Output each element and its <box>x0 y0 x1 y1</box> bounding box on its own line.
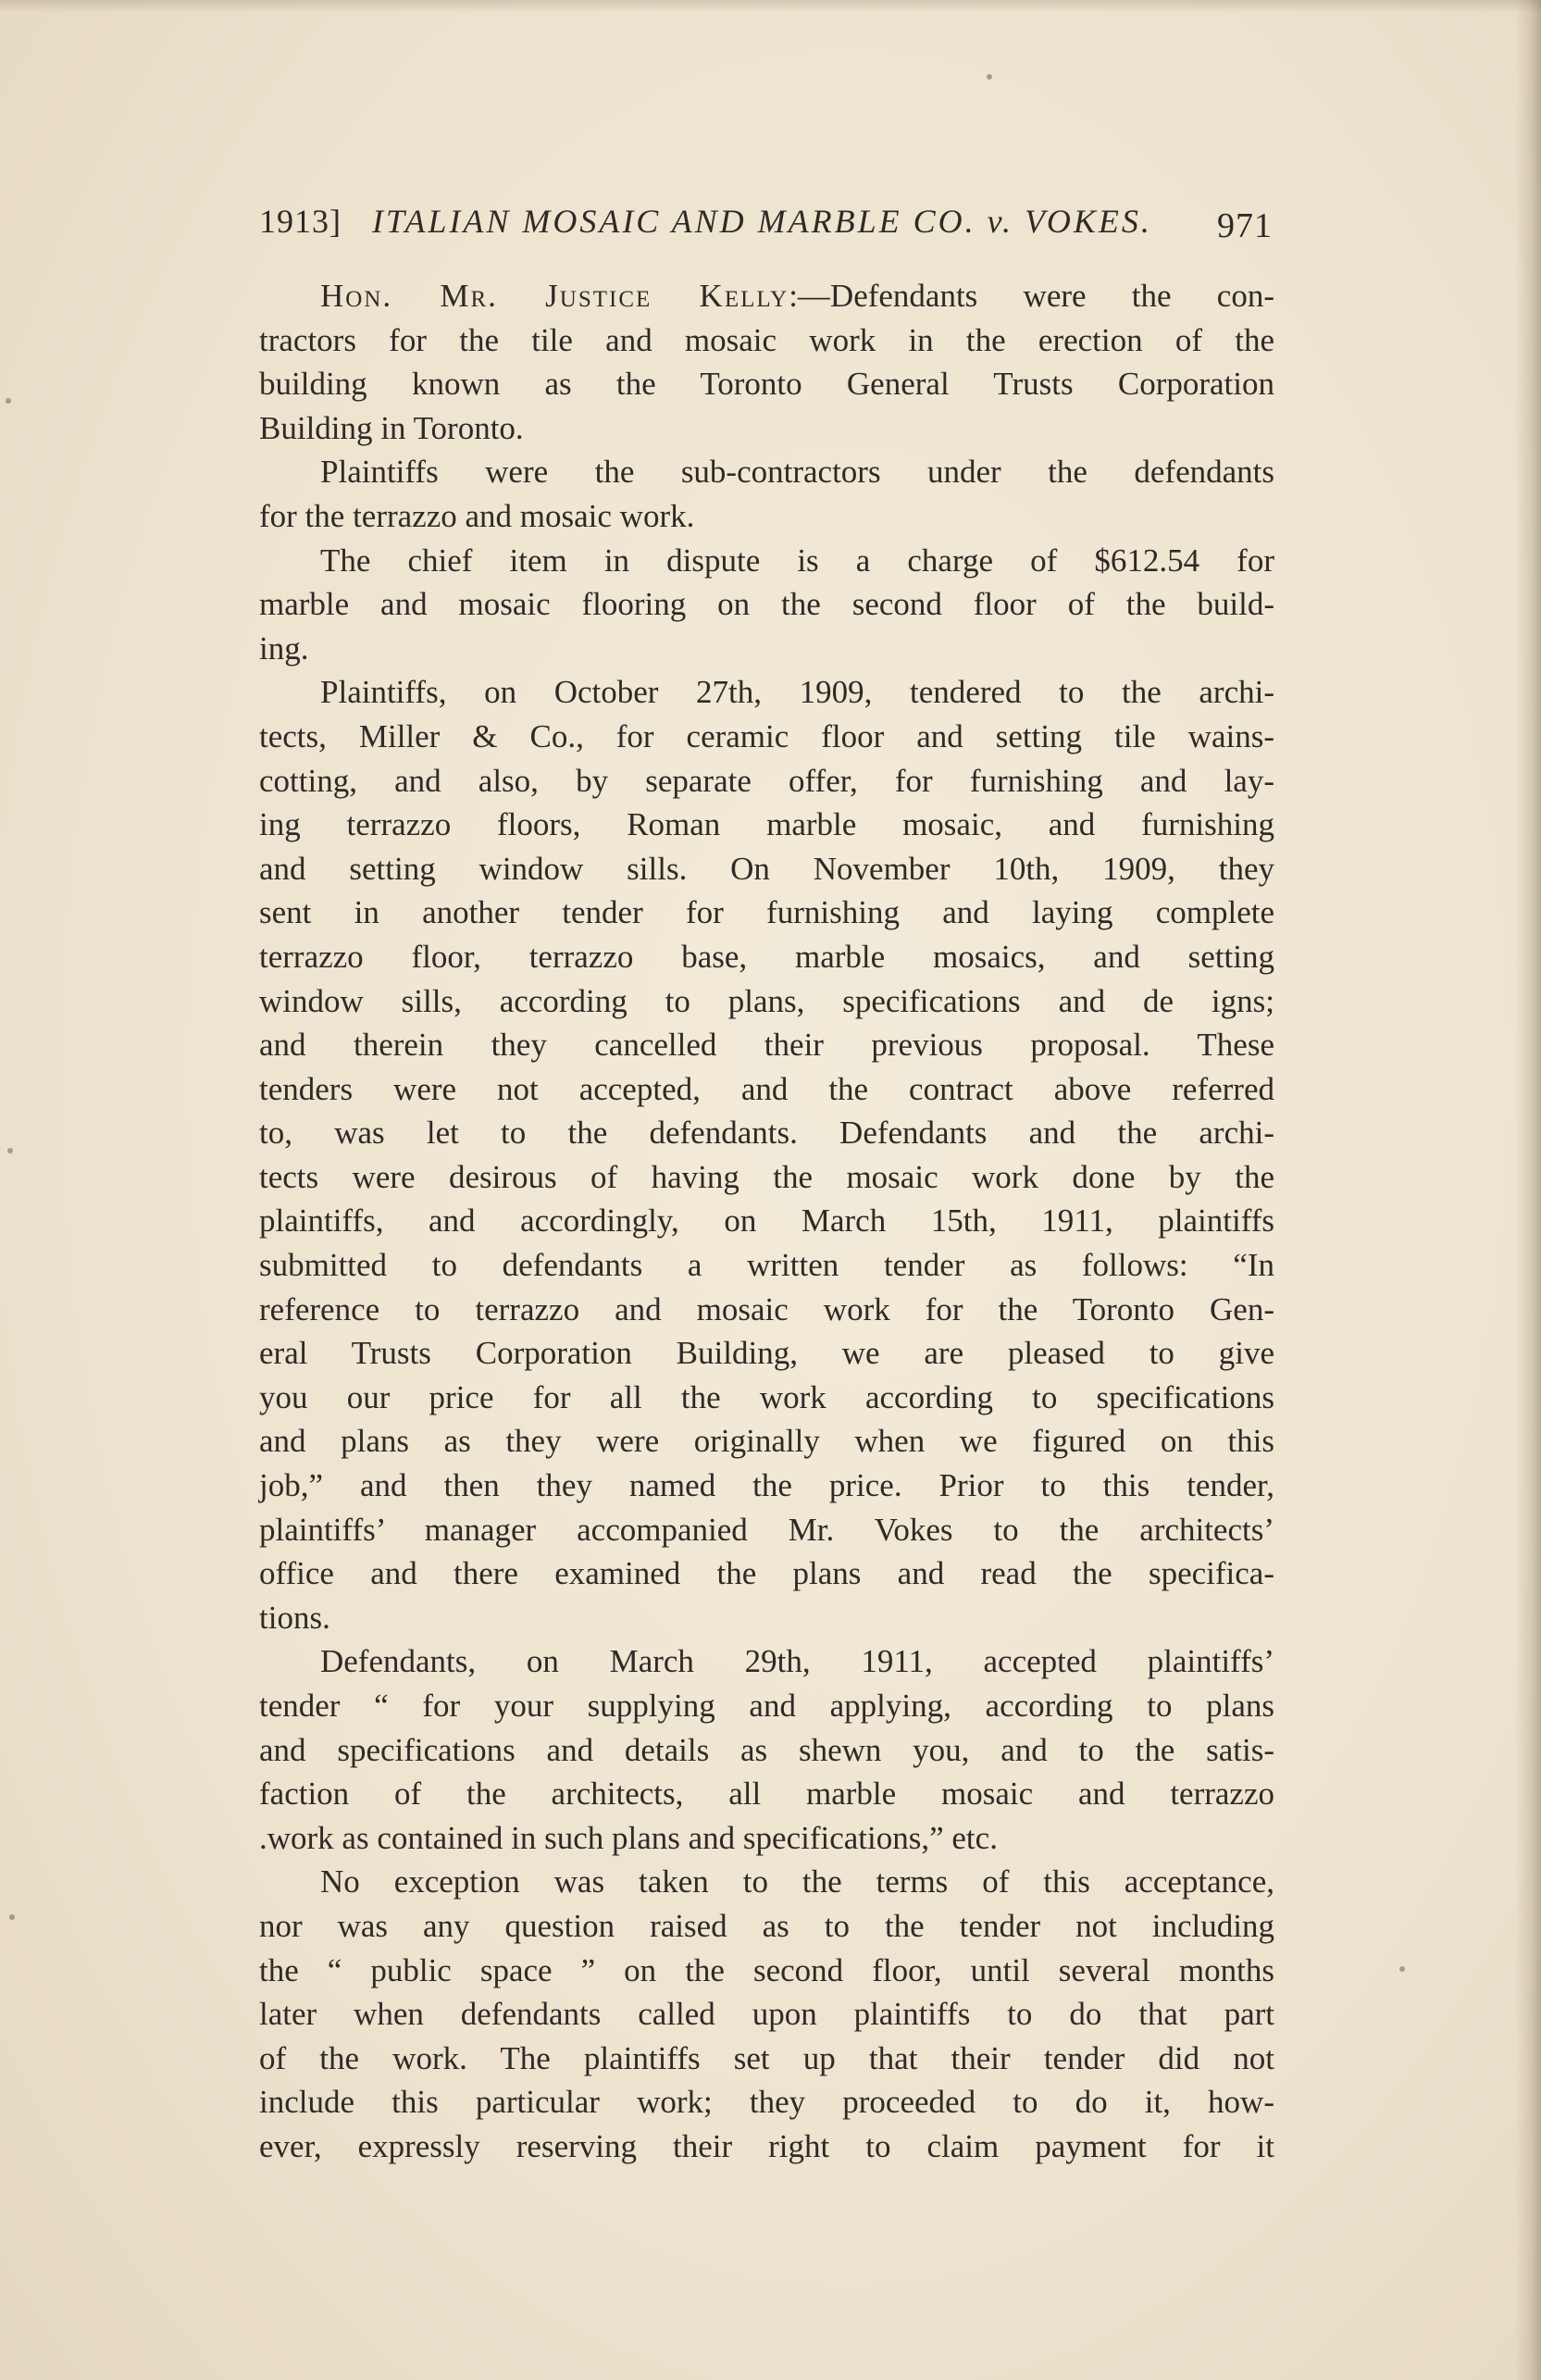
running-head-year: 1913] <box>259 203 342 240</box>
text-line: plaintiffs’ manager accompanied Mr. Vokes to the architects’ <box>259 1511 1274 1548</box>
text-line: tects, Miller & Co., for ceramic floor and setting tile wains- <box>259 717 1274 754</box>
text-line: Defendants, on March 29th, 1911, accepted plaintiffs’ <box>320 1643 1274 1680</box>
paragraph <box>259 274 1274 450</box>
text-line: ever, expressly reserving their right to claim payment for it <box>259 2127 1274 2164</box>
running-head <box>259 196 1277 252</box>
text-line: and specifications and details as shewn you, and to the satis- <box>259 1731 1274 1768</box>
text-line: Plaintiffs, on October 27th, 1909, tendered to the archi- <box>320 674 1274 711</box>
text-line: the “ public space ” on the second floor, until several months <box>259 1951 1274 1988</box>
text-line: terrazzo floor, terrazzo base, marble mosaics, and setting <box>259 938 1274 975</box>
text-line: ing terrazzo floors, Roman marble mosaic, and furnishing <box>259 806 1274 843</box>
text-line: job,” and then they named the price. Prior to this tender, <box>259 1467 1274 1504</box>
body-text <box>259 274 1274 2169</box>
text-line: building known as the Toronto General Trusts Corporation <box>259 366 1274 403</box>
text-line: to, was let to the defendants. Defendants and the archi- <box>259 1115 1274 1152</box>
text-line: reference to terrazzo and mosaic work for the Toronto Gen- <box>259 1290 1274 1327</box>
page-gutter-shadow <box>1515 0 1541 2380</box>
running-head-title: ITALIAN MOSAIC AND MARBLE CO. v. VOKES. <box>372 203 1152 240</box>
text-line: of the work. The plaintiffs set up that their tender did not <box>259 2039 1274 2076</box>
text-line: cotting, and also, by separate offer, for furnishing and lay- <box>259 762 1274 799</box>
paragraph <box>259 1860 1274 2168</box>
paragraph <box>259 539 1274 671</box>
text-line: Plaintiffs were the sub-contractors under the defendants <box>320 454 1274 491</box>
text-segment: :—Defendants were the con- <box>789 278 1274 314</box>
text-line: eral Trusts Corporation Building, we are pleased to give <box>259 1335 1274 1372</box>
text-line: tender “ for your supplying and applying, according to plans <box>259 1688 1274 1724</box>
paper-speck <box>6 398 11 404</box>
text-line: No exception was taken to the terms of this acceptance, <box>320 1863 1274 1900</box>
text-line: later when defendants called upon plaintiffs to do that part <box>259 1996 1274 2033</box>
text-line: and setting window sills. On November 10th, 1909, they <box>259 850 1274 887</box>
paragraph <box>259 450 1274 538</box>
text-line: tects were desirous of having the mosaic work done by the <box>259 1158 1274 1195</box>
text-line: The chief item in dispute is a charge of $612.54 for <box>320 542 1274 579</box>
text-line: office and there examined the plans and read the specifica- <box>259 1555 1274 1592</box>
paragraph <box>259 670 1274 1639</box>
text-line: window sills, according to plans, specifications and de igns; <box>259 982 1274 1019</box>
text-line: faction of the architects, all marble mosaic and terrazzo <box>259 1776 1274 1813</box>
text-line: submitted to defendants a written tender as follows: “In <box>259 1247 1274 1284</box>
paper-speck <box>7 1148 13 1153</box>
text-line: include this particular work; they proceeded to do it, how- <box>259 2084 1274 2121</box>
text-line: ing. <box>259 629 309 667</box>
text-line: you our price for all the work according to specifications <box>259 1378 1274 1415</box>
text-line: .work as contained in such plans and specifications,” etc. <box>259 1819 998 1856</box>
text-line: and plans as they were originally when we figured on this <box>259 1423 1274 1460</box>
page-number: 971 <box>1217 206 1273 245</box>
text-line: tractors for the tile and mosaic work in the erection of the <box>259 321 1274 358</box>
page-top-shadow <box>0 0 1541 13</box>
paper-speck <box>987 74 992 80</box>
text-line: tions. <box>259 1599 330 1636</box>
text-line: plaintiffs, and accordingly, on March 15th, 1911, plaintiffs <box>259 1202 1274 1240</box>
text-line: tenders were not accepted, and the contract above referred <box>259 1070 1274 1107</box>
text-line: nor was any question raised as to the tender not including <box>259 1907 1274 1944</box>
paragraph <box>259 1639 1274 1860</box>
text-line: Building in Toronto. <box>259 409 524 446</box>
text-line: marble and mosaic flooring on the second floor of the build- <box>259 586 1274 623</box>
judge-name: Hon. Mr. Justice Kelly <box>320 278 789 314</box>
text-line <box>259 274 1274 318</box>
paper-speck <box>1399 1966 1405 1972</box>
text-line: for the terrazzo and mosaic work. <box>259 497 695 534</box>
paper-speck <box>9 1914 15 1920</box>
text-line: sent in another tender for furnishing and laying complete <box>259 894 1274 931</box>
text-line: and therein they cancelled their previous proposal. These <box>259 1027 1274 1064</box>
